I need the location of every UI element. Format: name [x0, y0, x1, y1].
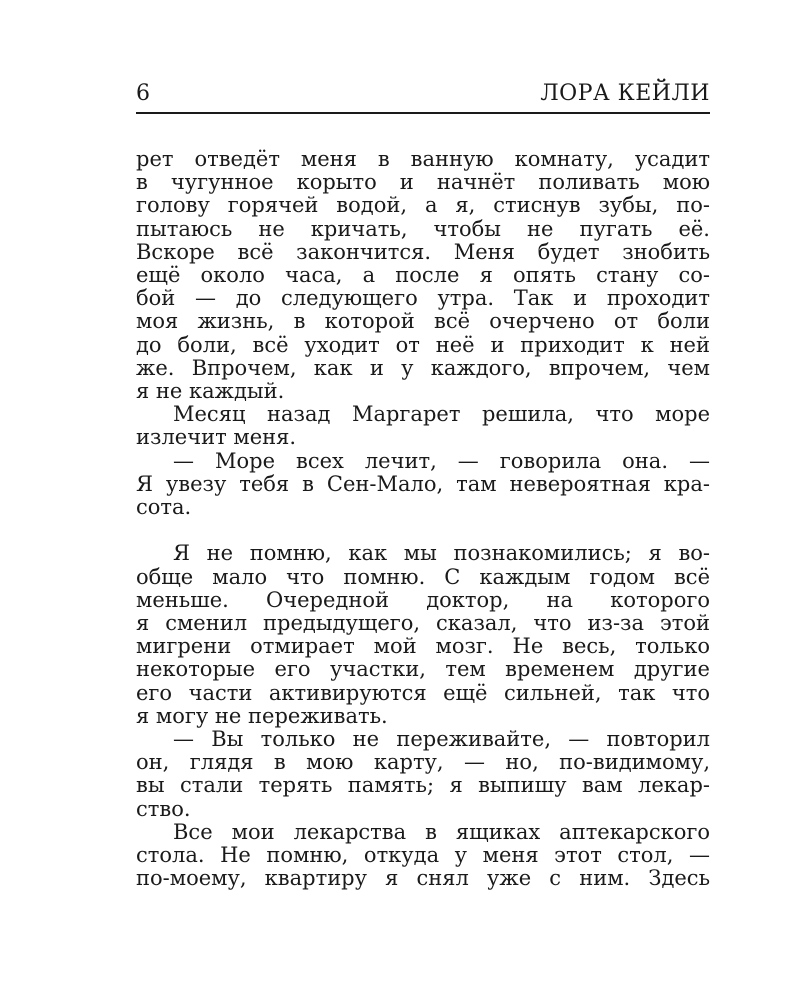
text-line: Вскоре всё закончится. Меня будет знобить: [136, 240, 710, 264]
text-line: по-моему, квартиру я снял уже с ним. Здесь: [136, 867, 710, 891]
text-line: я могу не переживать.: [136, 704, 388, 728]
text-line: вы стали терять память; я выпишу вам лекар-: [136, 774, 710, 798]
text-line: до боли, всё уходит от неё и приходит к ней: [136, 333, 710, 357]
text-line: пытаюсь не кричать, чтобы не пугать её.: [136, 217, 710, 241]
text-line: ещё около часа, а после я опять стану со-: [136, 264, 710, 288]
text-line: я не каждый.: [136, 380, 285, 404]
text-line: рет отведёт меня в ванную комнату, усадит: [136, 148, 710, 171]
text-line: меньше. Очередной доктор, на которого: [136, 588, 710, 612]
body-text: [136, 148, 710, 890]
text-line: я сменил предыдущего, сказал, что из-за этой: [136, 612, 710, 636]
text-line: же. Впрочем, как и у каждого, впрочем, чем: [136, 356, 710, 380]
text-line: моя жизнь, в которой всё очерчено от боли: [136, 310, 710, 334]
text-line: излечит меня.: [136, 426, 297, 450]
running-header: [136, 80, 710, 114]
text-line: бой — до следующего утра. Так и проходит: [136, 287, 710, 311]
text-line: сота.: [136, 496, 192, 520]
text-line: Я не помню, как мы познакомились; я во-: [173, 542, 710, 566]
text-line: некоторые его участки, тем временем другие: [136, 658, 710, 682]
running-header-author: ЛОРА КЕЙЛИ: [540, 81, 710, 106]
text-line: Месяц назад Маргарет решила, что море: [173, 403, 710, 427]
page-number: 6: [136, 81, 150, 106]
text-line: ство.: [136, 797, 191, 821]
text-line: — Море всех лечит, — говорила она. —: [173, 449, 710, 473]
text-line: мигрени отмирает мой мозг. Не весь, только: [136, 635, 710, 659]
text-line: обще мало что помню. С каждым годом всё: [136, 565, 710, 589]
text-line: Я увезу тебя в Сен-Мало, там невероятная кра-: [136, 472, 710, 496]
text-line: он, глядя в мою карту, — но, по-видимому,: [136, 751, 710, 775]
text-line: Все мои лекарства в ящиках аптекарского: [173, 820, 710, 844]
text-line: его части активируются ещё сильней, так что: [136, 681, 710, 705]
text-line: стола. Не помню, откуда у меня этот стол, —: [136, 844, 710, 868]
text-line: — Вы только не переживайте, — повторил: [173, 728, 710, 752]
section-break: [136, 519, 710, 542]
text-line: в чугунное корыто и начнёт поливать мою: [136, 171, 710, 195]
book-page: [136, 80, 710, 890]
text-line: голову горячей водой, а я, стиснув зубы, по-: [136, 194, 710, 218]
